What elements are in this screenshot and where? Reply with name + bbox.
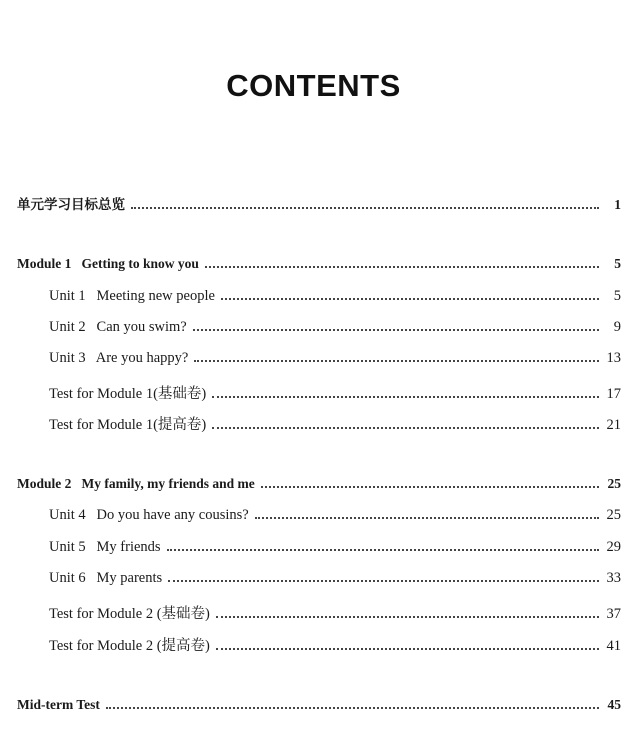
toc-entry-page: 5 bbox=[613, 288, 621, 304]
toc-entry-label: Unit 4 Do you have any cousins? bbox=[49, 507, 249, 523]
toc-entry-page: 41 bbox=[606, 638, 621, 654]
toc-entry-label: Unit 1 Meeting new people bbox=[49, 288, 215, 304]
toc-entry-label: 单元学习目标总览 bbox=[17, 197, 125, 213]
dot-leader bbox=[255, 517, 599, 519]
toc-entry-mid-term-test bbox=[17, 697, 621, 719]
dot-leader bbox=[194, 360, 598, 362]
dot-leader bbox=[205, 266, 599, 268]
dot-leader bbox=[131, 207, 599, 209]
toc-entry-label: Test for Module 1(基础卷) bbox=[49, 386, 207, 402]
toc-entry-page: 45 bbox=[607, 697, 621, 712]
toc-entry-page: 1 bbox=[614, 197, 621, 212]
toc-entry-module-2 bbox=[17, 476, 621, 498]
dot-leader bbox=[212, 427, 598, 429]
dot-leader bbox=[193, 329, 599, 331]
toc-entry-unit-3 bbox=[49, 350, 621, 372]
toc-entry-unit-1 bbox=[49, 288, 621, 310]
toc-entry-unit-4 bbox=[49, 507, 621, 529]
toc-entry-test-module-2-advanced bbox=[49, 634, 621, 656]
toc-entry-unit-5 bbox=[49, 539, 621, 561]
toc-entry-label: Module 2 My family, my friends and me bbox=[17, 476, 255, 491]
toc-entry-label: Test for Module 2 (基础卷) bbox=[49, 606, 210, 622]
toc-entry-page: 25 bbox=[606, 507, 621, 523]
dot-leader bbox=[167, 549, 599, 551]
toc-entry-page: 25 bbox=[607, 476, 621, 491]
toc-entry-label: Unit 3 Are you happy? bbox=[49, 350, 189, 366]
dot-leader bbox=[106, 707, 599, 709]
toc-entry-label: Test for Module 2 (提高卷) bbox=[49, 638, 210, 654]
dot-leader bbox=[212, 396, 598, 398]
page-title: CONTENTS bbox=[226, 68, 401, 103]
dot-leader bbox=[216, 648, 599, 650]
toc-entry-unit-goals bbox=[17, 193, 621, 215]
toc-entry-page: 21 bbox=[606, 417, 621, 433]
dot-leader bbox=[261, 486, 599, 488]
toc-entry-page: 29 bbox=[606, 539, 621, 555]
toc-entry-page: 13 bbox=[606, 350, 621, 366]
toc-entry-unit-2 bbox=[49, 319, 621, 341]
toc-entry-page: 9 bbox=[613, 319, 621, 335]
toc-entry-page: 17 bbox=[606, 386, 621, 402]
dot-leader bbox=[221, 298, 599, 300]
toc-entry-test-module-2-basic bbox=[49, 602, 621, 624]
dot-leader bbox=[168, 580, 598, 582]
toc-entry-page: 33 bbox=[606, 570, 621, 586]
toc-entry-page: 5 bbox=[614, 256, 621, 271]
toc-entry-unit-6 bbox=[49, 570, 621, 592]
toc-entry-page: 37 bbox=[606, 606, 621, 622]
toc-entry-label: Module 1 Getting to know you bbox=[17, 256, 199, 271]
toc-entry-label: Mid-term Test bbox=[17, 697, 100, 712]
toc-entry-label: Test for Module 1(提高卷) bbox=[49, 417, 207, 433]
toc-entry-label: Unit 5 My friends bbox=[49, 539, 161, 555]
toc-entry-label: Unit 2 Can you swim? bbox=[49, 319, 187, 335]
dot-leader bbox=[216, 616, 599, 618]
toc-entry-label: Unit 6 My parents bbox=[49, 570, 163, 586]
toc-entry-test-module-1-advanced bbox=[49, 413, 621, 435]
toc-entry-module-1 bbox=[17, 256, 621, 278]
toc-entry-test-module-1-basic bbox=[49, 382, 621, 404]
